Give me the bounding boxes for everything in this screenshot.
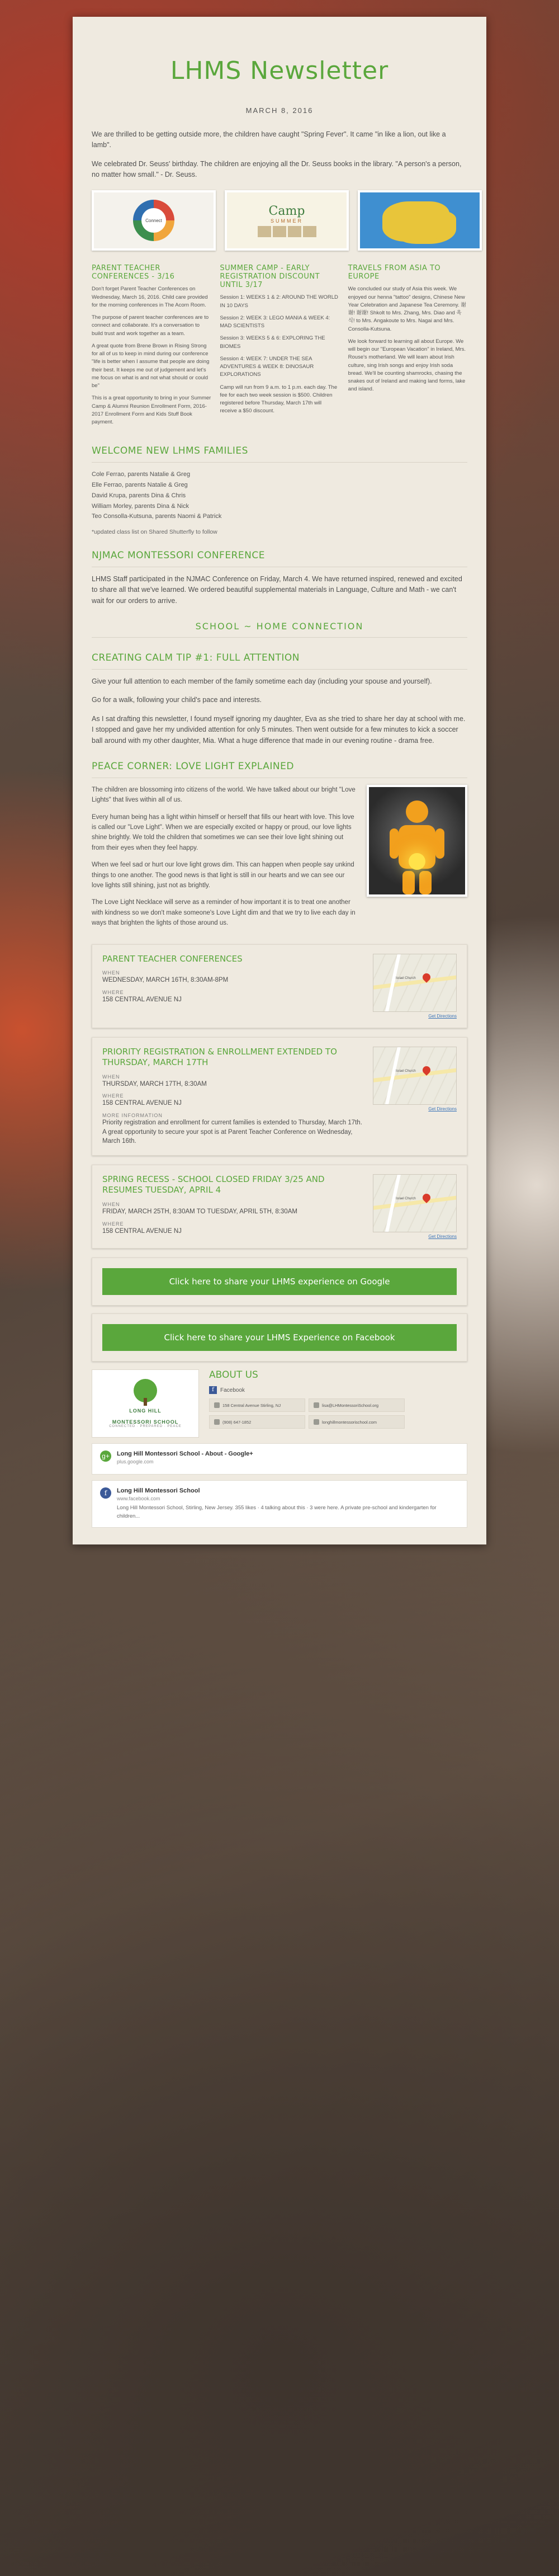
feature-cell-asia (358, 190, 482, 251)
event-when-label: WHEN (102, 1073, 120, 1080)
event-where-value: 158 CENTRAL AVENUE NJ (102, 1227, 182, 1235)
event-card-priority-registration (92, 1037, 467, 1156)
column-summer-camp (220, 261, 339, 431)
contact-grid (209, 1398, 467, 1429)
share-google-panel (92, 1258, 467, 1306)
map-image[interactable] (373, 1047, 457, 1105)
contact-email[interactable] (309, 1398, 405, 1412)
event-when-value: WEDNESDAY, MARCH 16TH, 8:30AM-8PM (102, 977, 229, 984)
peace-paragraph: The Love Light Necklace will serve as a reminder of how important it is to treat one another with kindness so we don't make someone's Love Light dim and that we try to live each day in ways that brighten the lights of those around us. (92, 899, 356, 927)
njmac-body: LHMS Staff participated in the NJMAC Conference on Friday, March 4. We have returned inspired, renewed and excited to share all that we've learned. We ordered beautiful supplemental materials in Language, Culture and Math - we can't wait for our orders to arrive. (92, 574, 462, 605)
preview-url: plus.google.com (117, 1459, 154, 1465)
welcome-heading: WELCOME NEW LHMS FAMILIES (92, 445, 248, 457)
column-body (220, 294, 339, 415)
list-item: Elle Ferrao, parents Natalie & Greg (92, 482, 188, 489)
issue-date: MARCH 8, 2016 (245, 106, 314, 115)
map-image[interactable] (373, 954, 457, 1012)
intro-paragraph-1: We are thrilled to be getting outside more, the children have caught "Spring Fever". It came "in like a lion, out like a lamb". (92, 130, 446, 149)
column-paragraph: Session 2: WEEK 3: LEGO MANIA & WEEK 4: MAD SCIENTISTS (220, 314, 330, 329)
event-where-label: WHERE (102, 1221, 124, 1227)
share-facebook-button[interactable]: Click here to share your LHMS Experience on Facebook (102, 1324, 457, 1351)
feature-image-row (92, 190, 467, 251)
column-body (92, 285, 211, 426)
contact-website[interactable] (309, 1415, 405, 1429)
event-where-value: 158 CENTRAL AVENUE NJ (102, 1100, 182, 1107)
map-pin-icon (421, 972, 432, 983)
map-pin-icon (421, 1192, 432, 1203)
column-heading: PARENT TEACHER CONFERENCES - 3/16 (92, 264, 175, 281)
feature-cell-connect (92, 190, 216, 251)
share-google-button[interactable]: Click here to share your LHMS experience on Google (102, 1268, 457, 1295)
list-item: Teo Consolla-Kutsuna, parents Naomi & Patrick (92, 513, 222, 520)
event-map[interactable] (373, 1174, 457, 1239)
feature-text-row (92, 261, 467, 431)
divider (92, 669, 467, 670)
share-facebook-panel (92, 1313, 467, 1362)
contact-text: lisa@LHMontessoriSchool.org (322, 1402, 378, 1408)
feature-cell-camp (225, 190, 349, 251)
column-travels-asia (348, 261, 467, 431)
map-pin-icon (421, 1065, 432, 1076)
intro-paragraph-2: We celebrated Dr. Seuss' birthday. The children are enjoying all the Dr. Seuss books in the library. "A person's a person, no matter how small." - Dr. Seuss. (92, 159, 462, 179)
new-families-list (92, 469, 467, 521)
link-preview-google[interactable] (92, 1443, 467, 1475)
list-item: Cole Ferrao, parents Natalie & Greg (92, 471, 191, 478)
divider (92, 637, 467, 638)
facebook-icon: f (100, 1487, 111, 1499)
column-paragraph: Don't forget Parent Teacher Conferences on Wednesday, March 16, 2016. Child care provided for the morning conferences in The Acorn Room. (92, 286, 208, 308)
preview-description: Long Hill Montessori School, Stirling, New Jersey. 355 likes · 4 talking about this · 3 were here. A private pre-school and kindergarten for children... (117, 1505, 437, 1519)
summer-camp-image: Camp SUMMER (225, 190, 349, 251)
event-map[interactable] (373, 954, 457, 1019)
divider (92, 462, 467, 463)
event-map[interactable] (373, 1047, 457, 1146)
map-label: Israel Church (396, 976, 416, 980)
column-paragraph: The purpose of parent teacher conferences are to connect and collaborate. It's a conversation to build trust and work together as a team. (92, 314, 209, 337)
map-label: Israel Church (396, 1197, 416, 1200)
contact-phone[interactable] (209, 1415, 305, 1429)
column-paragraph: We look forward to learning all about Europe. We will begin our "European Vacation" in Ireland, Mrs. Rouse's motherland. We will learn about Irish culture, sing Irish songs and enjoy Irish soda bread. We'll be counting shamrocks, chasing the snakes out of Ireland and making land forms, lake and island. (348, 338, 466, 393)
map-image[interactable] (373, 1174, 457, 1232)
peace-paragraph: When we feel sad or hurt our love light grows dim. This can happen when people say unkind things to one another. The good news is that light is still in our hearts and we can see our love lights still shining, just not as brightly. (92, 861, 354, 889)
map-label: Israel Church (396, 1069, 416, 1073)
globe-icon (314, 1419, 319, 1425)
welcome-note: *updated class list on Shared Shutterfly to follow (92, 528, 217, 535)
event-title: PRIORITY REGISTRATION & ENROLLMENT EXTENDED TO THURSDAY, MARCH 17TH (102, 1046, 337, 1068)
list-item: William Morley, parents Dina & Nick (92, 502, 190, 510)
calm-tip-paragraph: As I sat drafting this newsletter, I found myself ignoring my daughter, Eva as she tried to share her day at school with me. I stopped and gave her my undivided attention for only 5 minutes. Then went outside for a few minutes to kick a soccer ball around with my other daughter, Mia. What a huge difference that made in our evening routine - drama free. (92, 714, 466, 745)
facebook-row[interactable] (209, 1386, 467, 1394)
asia-map-image (358, 190, 482, 251)
school-logo (92, 1369, 199, 1438)
event-more-label: MORE INFORMATION (102, 1112, 163, 1118)
event-when-value: FRIDAY, MARCH 25TH, 8:30AM TO TUESDAY, APRIL 5TH, 8:30AM (102, 1208, 297, 1215)
calm-tip-paragraph: Give your full attention to each member of the family sometime each day (including your spouse and yourself). (92, 677, 432, 685)
event-card-parent-teacher (92, 944, 467, 1028)
preview-title: Long Hill Montessori School (117, 1487, 200, 1495)
calm-tip-heading: CREATING CALM TIP #1: FULL ATTENTION (92, 652, 300, 663)
event-where-value: 158 CENTRAL AVENUE NJ (102, 996, 182, 1003)
event-when-value: THURSDAY, MARCH 17TH, 8:30AM (102, 1080, 207, 1087)
love-light-figure-image (367, 785, 467, 897)
njmac-heading: NJMAC MONTESSORI CONFERENCE (92, 549, 265, 561)
column-parent-teacher (92, 261, 211, 431)
event-when-label: WHEN (102, 970, 120, 976)
column-paragraph: We concluded our study of Asia this week. We enjoyed our henna "tattoo" designs, Chinese New Year Celebration and Japanese Tea Ceremony. 谢谢! 谢谢! Shkolt to Mrs. Zhang, Mrs. Diao and 옥식! to Mrs. Angakoute to Mrs. Nagai and Mrs. Consolla-Kutsuna. (348, 286, 466, 332)
peace-paragraph: Every human being has a light within himself or herself that fills our heart with love. This love is called our "Love Light". When we are especially excited or happy or proud, our love lights shine brightly. We told the children that sometimes we can see their love light shining out from their eyes when they feel happy. (92, 813, 354, 851)
event-title: PARENT TEACHER CONFERENCES (102, 953, 243, 964)
event-where-label: WHERE (102, 1093, 124, 1099)
event-when-label: WHEN (102, 1201, 120, 1207)
school-home-heading: SCHOOL ~ HOME CONNECTION (195, 621, 364, 632)
event-title: SPRING RECESS - SCHOOL CLOSED FRIDAY 3/25 AND RESUMES TUESDAY, APRIL 4 (102, 1174, 325, 1195)
get-directions-link[interactable]: Get Directions (428, 1013, 457, 1019)
contact-text: (908) 647-1852 (222, 1419, 252, 1425)
column-paragraph: Camp will run from 9 a.m. to 1 p.m. each day. The fee for each two week session is $500. Children registered before Thursday, March 17th will receive a $50 discount. (220, 384, 338, 415)
logo-line-2: MONTESSORI SCHOOL (112, 1419, 179, 1425)
column-body (348, 285, 467, 393)
contact-address[interactable] (209, 1398, 305, 1412)
calm-tip-paragraph: Go for a walk, following your child's pace and interests. (92, 696, 262, 704)
phone-icon (214, 1419, 220, 1425)
peace-corner-text (92, 785, 357, 935)
column-paragraph: Session 1: WEEKS 1 & 2: AROUND THE WORLD IN 10 DAYS (220, 294, 338, 309)
column-paragraph: This is a great opportunity to bring in your Summer Camp & Alumni Reunion Enrollment Form, 2016-2017 Enrollment Form and Kids Stuff Book payment. (92, 395, 211, 426)
peace-corner-heading: PEACE CORNER: LOVE LIGHT EXPLAINED (92, 760, 294, 772)
link-preview-facebook[interactable] (92, 1480, 467, 1528)
facebook-icon: f (209, 1386, 217, 1394)
event-more-value: Priority registration and enrollment for current families is extended to Thursday, March 17th. A great opportunity to secure your spot is at Parent Teacher Conference on Wednesday, March 16th. (102, 1119, 362, 1145)
mail-icon (314, 1402, 319, 1408)
get-directions-link[interactable]: Get Directions (428, 1106, 457, 1112)
newsletter-sheet (73, 17, 486, 1544)
peace-paragraph: The children are blossoming into citizens of the world. We have talked about our bright "Love Lights" that lives within all of us. (92, 786, 356, 804)
tree-icon (134, 1379, 157, 1402)
peace-corner-section (92, 785, 467, 935)
column-paragraph: A great quote from Brene Brown in Rising Strong for all of us to keep in mind during our conference "life is better when I assume that people are doing their best. It keeps me out of judgement and let's me focus on what is and not what should or could be" (92, 342, 210, 389)
column-paragraph: Session 4: WEEK 7: UNDER THE SEA ADVENTURES & WEEK 8: DINOSAUR EXPLORATIONS (220, 355, 314, 378)
facebook-label: Facebook (220, 1387, 245, 1393)
preview-title: Long Hill Montessori School - About - Google+ (117, 1451, 253, 1458)
about-us-section (92, 1369, 467, 1438)
preview-url: www.facebook.com (117, 1496, 160, 1502)
logo-line-3: CONNECTED · PREPARED · PEACE (109, 1425, 182, 1429)
column-heading: SUMMER CAMP - EARLY REGISTRATION DISCOUNT UNTIL 3/17 (220, 264, 320, 290)
about-heading: ABOUT US (209, 1369, 258, 1381)
location-icon (214, 1402, 220, 1408)
event-where-label: WHERE (102, 989, 124, 995)
contact-text: 158 Central Avenue Stirling, NJ (222, 1402, 281, 1408)
event-card-spring-recess (92, 1165, 467, 1249)
page-title: LHMS Newsletter (170, 56, 389, 86)
list-item: David Krupa, parents Dina & Chris (92, 492, 186, 499)
connect-logo-image (92, 190, 216, 251)
column-heading: TRAVELS FROM ASIA TO EUROPE (348, 264, 441, 281)
logo-line-1: LONG HILL (129, 1408, 162, 1414)
column-paragraph: Session 3: WEEKS 5 & 6: EXPLORING THE BIOMES (220, 335, 325, 350)
get-directions-link[interactable]: Get Directions (428, 1233, 457, 1239)
contact-text: longhillmontessorischool.com (322, 1419, 377, 1425)
google-plus-icon: g+ (100, 1451, 111, 1462)
